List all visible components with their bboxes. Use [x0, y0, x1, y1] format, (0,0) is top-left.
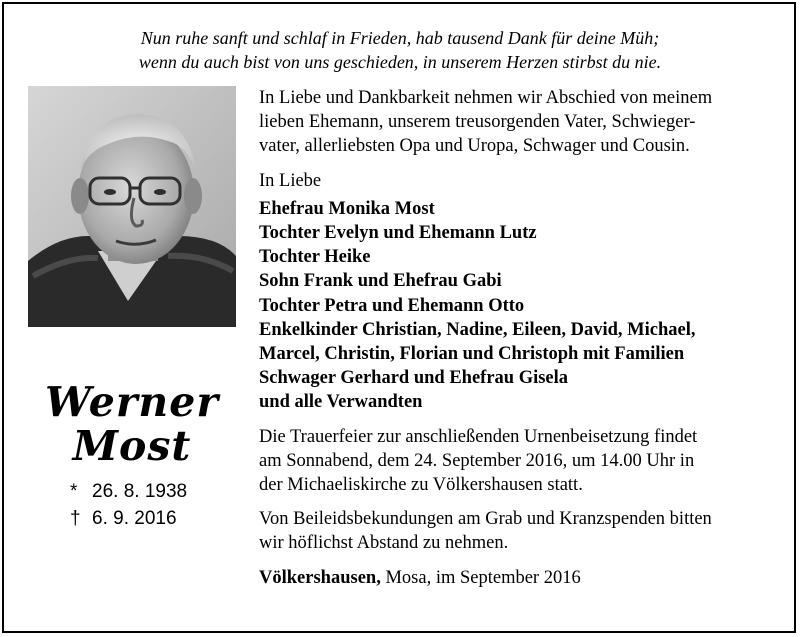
condolence-paragraph [259, 507, 779, 555]
notice-text [259, 86, 779, 590]
mourner-line: Schwager Gerhard und Ehefrau Gisela [259, 368, 569, 389]
death-cross-icon: † [70, 508, 81, 529]
life-dates [70, 478, 250, 532]
mourner-line: Marcel, Christin, Florian und Christoph mit Familien [259, 344, 685, 365]
mourner-line: und alle Verwandten [259, 392, 423, 413]
portrait-photo [28, 86, 236, 327]
mourners-list [259, 197, 779, 415]
last-name: Most [72, 422, 192, 470]
birth-star-icon: * [70, 481, 78, 502]
birth-date: 26. 8. 1938 [92, 481, 188, 502]
mourner-line: Tochter Evelyn und Ehemann Lutz [259, 223, 537, 244]
funeral-line: Die Trauerfeier zur anschließenden Urnenbeisetzung findet [259, 426, 698, 447]
intro-line: vater, allerliebsten Opa und Uropa, Schwager und Cousin. [259, 136, 690, 157]
mourner-line: Sohn Frank und Ehefrau Gabi [259, 271, 502, 292]
death-date: 6. 9. 2016 [92, 508, 177, 529]
signoff-rest: Mosa, im September 2016 [380, 567, 581, 588]
funeral-line: der Michaeliskirche zu Völkershausen statt. [259, 475, 583, 496]
funeral-paragraph [259, 425, 779, 498]
mourner-line: Tochter Heike [259, 247, 371, 268]
mourner-line: Enkelkinder Christian, Nadine, Eileen, David, Michael, [259, 319, 696, 340]
signoff [259, 566, 779, 590]
memorial-verse [0, 26, 800, 74]
mourner-line: Tochter Petra und Ehemann Otto [259, 295, 525, 316]
portrait-image [28, 86, 236, 327]
condolence-line: wir höflichst Abstand zu nehmen. [259, 533, 509, 554]
condolence-line: Von Beileidsbekundungen am Grab und Kranzspenden bitten [259, 509, 712, 530]
funeral-line: am Sonnabend, dem 24. September 2016, um 14.00 Uhr in [259, 450, 695, 471]
deceased-name [22, 380, 242, 468]
signoff-place: Völkershausen, [259, 567, 381, 588]
intro-line: lieben Ehemann, unserem treusorgenden Vater, Schwieger- [259, 112, 696, 133]
birth-row [70, 478, 250, 505]
in-liebe-label: In Liebe [259, 170, 322, 191]
intro-paragraph [259, 86, 779, 159]
verse-line: Nun ruhe sanft und schlaf in Frieden, hab tausend Dank für deine Müh; [140, 28, 660, 48]
death-row [70, 505, 250, 532]
mourner-line: Ehefrau Monika Most [259, 198, 435, 219]
intro-line: In Liebe und Dankbarkeit nehmen wir Abschied von meinem [259, 88, 713, 108]
first-name: Werner [45, 378, 219, 426]
verse-line: wenn du auch bist von uns geschieden, in unserem Herzen stirbst du nie. [138, 52, 662, 72]
